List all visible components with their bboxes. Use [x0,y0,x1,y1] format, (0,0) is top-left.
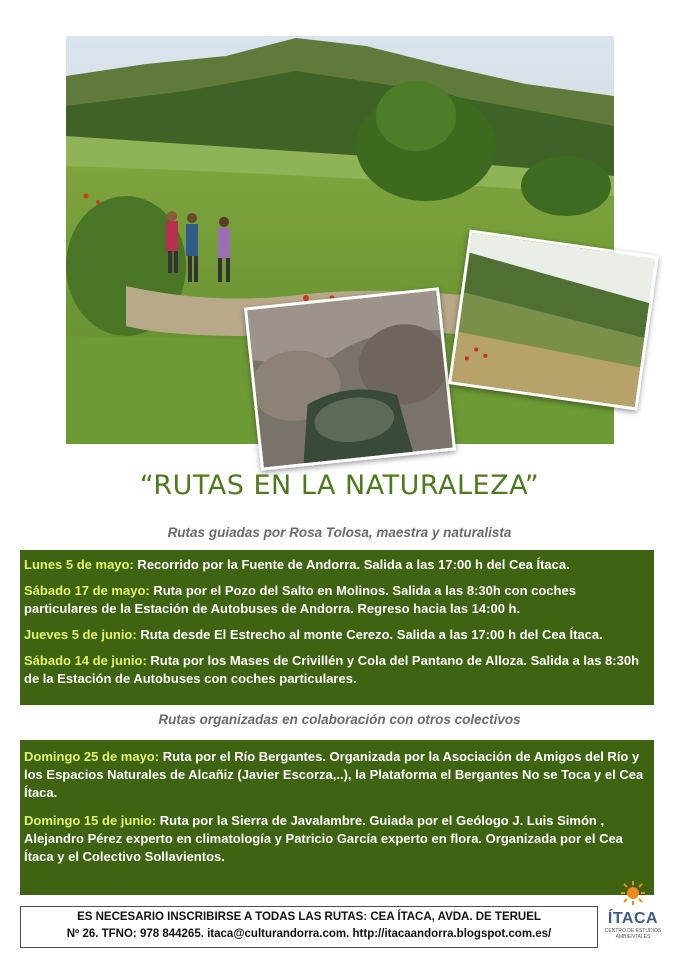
route-date: Domingo 15 de junio: [24,813,157,828]
sun-icon [618,880,648,906]
route-date: Lunes 5 de mayo: [24,557,134,572]
canyon-photo [244,287,456,471]
route-date: Sábado 17 de mayo: [24,583,150,598]
route-entry [24,748,650,802]
itaca-logo [600,880,666,946]
route-entry [24,812,650,866]
logo-wordmark: ÍTACA [607,910,659,927]
route-date: Jueves 5 de junio: [24,627,137,642]
footer-line-1: ES NECESARIO INSCRIBIRSE A TODAS LAS RUTAS: CEA ÍTACA, AVDA. DE TERUEL [77,911,541,923]
route-description: Recorrido por la Fuente de Andorra. Salida a las 17:00 h del Cea Ítaca. [133,557,570,572]
route-description: Ruta por el Río Bergantes. Organizada por la Asociación de Amigos del Río y los Espacios Naturales de Alcañiz (Javier Escorza,..), la Plataforma el Bergantes No se Toca y el Cea Ítaca. [24,749,644,800]
guided-routes-box [20,550,654,705]
footer-line-2: Nº 26. TFNO: 978 844265. itaca@culturandorra.com. http://itacaandorra.blogspot.com.es/ [66,928,552,940]
valley-photo [448,229,659,410]
collab-routes-box [20,740,654,895]
route-description: Ruta por el Pozo del Salto en Molinos. Salida a las 8:30h con coches particulares de la Estación de Autobuses de Andorra. Regreso hacia las 14:00 h. [24,583,576,616]
page-title: “RUTAS EN LA NATURALEZA” [139,470,540,501]
route-description: Ruta por la Sierra de Javalambre. Guiada por el Geólogo J. Luis Simón , Alejandro Pérez experto en climatología y Patricio García experto en flora. Organizada por el Cea Ítaca y el Colectivo Sollavientos. [24,813,623,864]
route-entry [24,652,650,688]
guided-routes-subtitle: Rutas guiadas por Rosa Tolosa, maestra y naturalista [167,525,512,540]
route-description: Ruta por los Mases de Crivillén y Cola del Pantano de Alloza. Salida a las 8:30h de la Estación de Autobuses con coches particulares. [24,653,640,686]
route-entry [24,556,650,574]
route-description: Ruta desde El Estrecho al monte Cerezo. Salida a las 17:00 h del Cea Ítaca. [136,627,603,642]
route-date: Domingo 25 de mayo: [24,749,160,764]
registration-footer [20,906,598,948]
route-entry [24,626,650,644]
route-date: Sábado 14 de junio: [24,653,147,668]
logo-tagline: CENTRO DE ESTUDIOS AMBIENTALES [604,928,662,940]
collab-routes-subtitle: Rutas organizadas en colaboración con otros colectivos [158,712,521,727]
route-entry [24,582,650,618]
